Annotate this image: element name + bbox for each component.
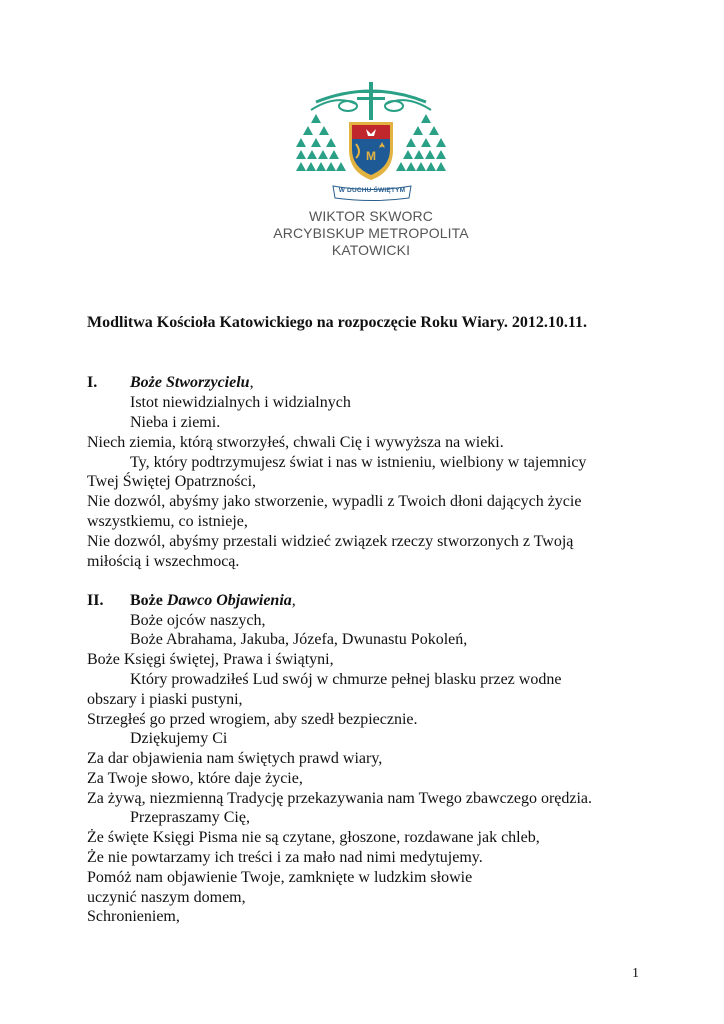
coat-of-arms-emblem bbox=[296, 80, 446, 190]
section-heading-2-suffix: , bbox=[291, 592, 296, 609]
section-heading-2-prefix: Boże bbox=[130, 592, 167, 609]
prayer-line: Który prowadziłeś Lud swój w chmurze pełnej blasku przez wodne bbox=[130, 671, 562, 688]
section-number-2: II. bbox=[87, 592, 104, 609]
prayer-line: Istot niewidzialnych i widzialnych bbox=[130, 394, 351, 411]
prayer-line: Pomóż nam objawienie Twoje, zamknięte w ludzkim słowie bbox=[87, 869, 473, 886]
prayer-line: Ty, który podtrzymujesz świat i nas w istnieniu, wielbiony w tajemnicy bbox=[130, 454, 587, 471]
prayer-line: Twej Świętej Opatrzności, bbox=[87, 473, 257, 490]
section-heading-1 bbox=[130, 373, 254, 393]
prayer-line: Strzegłeś go przed wrogiem, aby szedł bezpiecznie. bbox=[87, 711, 418, 728]
section-heading-2 bbox=[130, 591, 296, 611]
prayer-line: Za dar objawienia nam świętych prawd wiary, bbox=[87, 750, 383, 767]
prayer-line: Boże Księgi świętej, Prawa i świątyni, bbox=[87, 651, 334, 668]
prayer-line: Dziękujemy Ci bbox=[130, 730, 228, 747]
page-number: 1 bbox=[632, 966, 639, 981]
section-heading-1-suffix: , bbox=[249, 374, 254, 391]
archbishop-office: ARCYBISKUP METROPOLITA bbox=[273, 225, 469, 241]
prayer-line: Nie dozwól, abyśmy przestali widzieć związek rzeczy stworzonych z Twoją bbox=[87, 533, 574, 550]
archbishop-name: WIKTOR SKWORC bbox=[309, 208, 433, 224]
prayer-line: wszystkiemu, co istnieje, bbox=[87, 513, 248, 530]
prayer-line: Nieba i ziemi. bbox=[130, 414, 221, 431]
prayer-line: Niech ziemia, którą stworzyłeś, chwali Cię i wywyższa na wieki. bbox=[87, 434, 504, 451]
prayer-line: Boże ojców naszych, bbox=[130, 612, 266, 629]
svg-text:M: M bbox=[366, 149, 376, 163]
section-heading-1-text: Boże Stworzycielu bbox=[130, 374, 250, 391]
prayer-line: obszary i piaski pustyni, bbox=[87, 691, 243, 708]
archdiocese-name: KATOWICKI bbox=[331, 242, 411, 258]
prayer-line: Za żywą, niezmienną Tradycję przekazywania nam Twego zbawczego orędzia. bbox=[87, 790, 593, 807]
prayer-line: miłością i wszechmocą. bbox=[87, 553, 240, 570]
prayer-line: Że nie powtarzamy ich treści i za mało nad nimi medytujemy. bbox=[87, 849, 483, 866]
prayer-line: Że święte Księgi Pisma nie są czytane, głoszone, rozdawane jak chleb, bbox=[87, 829, 540, 846]
prayer-line: Za Twoje słowo, które daje życie, bbox=[87, 770, 303, 787]
prayer-line: Przepraszamy Cię, bbox=[130, 809, 250, 826]
section-number-1: I. bbox=[87, 374, 98, 391]
prayer-line: uczynić naszym domem, bbox=[87, 889, 246, 906]
prayer-line: Schronieniem, bbox=[87, 908, 180, 925]
page-title: Modlitwa Kościoła Katowickiego na rozpoczęcie Roku Wiary. 2012.10.11. bbox=[87, 314, 587, 331]
prayer-line: Nie dozwól, abyśmy jako stworzenie, wypadli z Twoich dłoni dających życie bbox=[87, 493, 582, 510]
motto-text: W DUCHU ŚWIĘTYM bbox=[338, 187, 406, 194]
section-heading-2-text: Dawco Objawienia bbox=[166, 592, 292, 609]
prayer-line: Boże Abrahama, Jakuba, Józefa, Dwunastu Pokoleń, bbox=[130, 631, 468, 648]
